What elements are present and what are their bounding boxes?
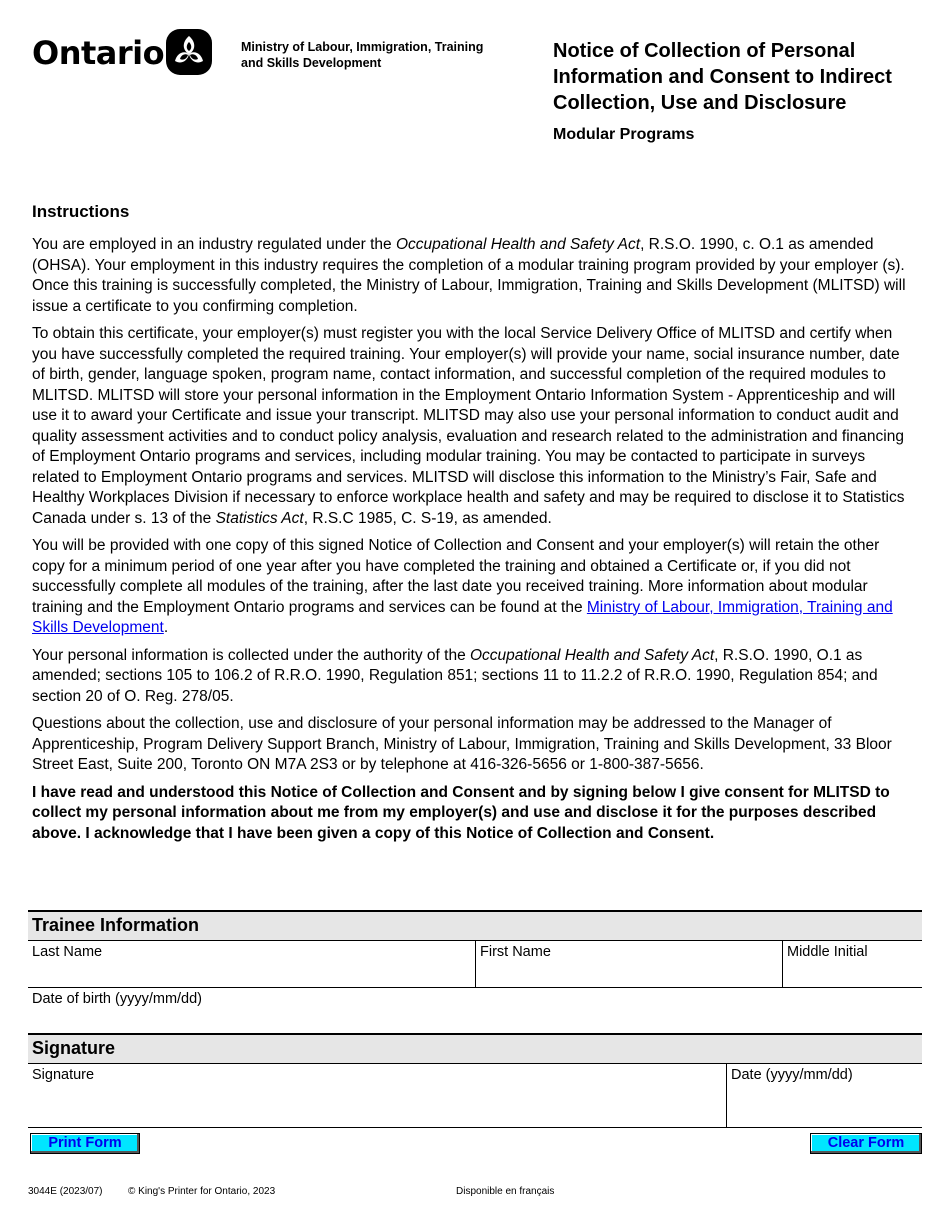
date-of-birth-cell — [28, 988, 922, 1031]
print-form-button[interactable]: Print Form — [30, 1133, 140, 1154]
trainee-information-section — [28, 910, 922, 1031]
instructions-paragraph-2: To obtain this certificate, your employer(s) must register you with the local Service Delivery Office of MLITSD and certify when you have successfully completed the required training. Your employer(s) will provide your name, social insurance number, date of birth, gender, language spoken, program name, contact information, and successful completion of the required modules to MLITSD. MLITSD will store your personal information in the Employment Ontario Information System - Apprenticeship and will use it to award your Certificate and issue your transcript. MLITSD may also use your personal information to conduct audit and quality assessment activities and to conduct policy analysis, evaluation and research related to the administration and financing of Employment Ontario programs and services, including modular training. You may be contacted to participate in surveys related to Employment Ontario programs and services. MLITSD will disclose this information to the Ministry’s Fair, Safe and Healthy Workplaces Division if necessary to enforce workplace health and safety and may be required to disclose it to Statistics Canada under s. 13 of the Statistics Act, R.S.C 1985, C. S-19, as amended. — [32, 325, 905, 527]
form-number: 3044E (2023/07) — [28, 1186, 103, 1197]
french-availability: Disponible en français — [456, 1186, 555, 1197]
instructions-paragraph-4: Your personal information is collected under the authority of the Occupational Health and Safety Act, R.S.O. 1990, O.1 as amended; sections 105 to 106.2 of R.R.O. 1990, Regulation 851; sections 11 to 11.2.2 of R.R.O. 1990, Regulation 854; and section 20 of O. Reg. 278/05. — [32, 646, 878, 705]
signature-cell — [28, 1064, 727, 1127]
signature-label: Signature — [32, 1067, 95, 1083]
ministry-link[interactable]: Ministry of Labour, Immigration, Training and Skills Development — [32, 598, 893, 636]
last-name-label: Last Name — [32, 944, 103, 960]
trainee-information-heading: Trainee Information — [28, 910, 922, 941]
instructions-paragraph-1: You are employed in an industry regulated under the Occupational Health and Safety Act, R.S.O. 1990, c. O.1 as amended (OHSA). Your employment in this industry requires the completion of a modular training program provided by your employer (s). Once this training is successfully completed, the Ministry of Labour, Immigration, Training and Skills Development (MLITSD) will issue a certificate to you confirming completion. — [32, 236, 906, 315]
middle-initial-label: Middle Initial — [787, 944, 868, 960]
middle-initial-cell — [783, 941, 922, 987]
page-subtitle: Modular Programs — [553, 126, 695, 143]
copyright: © King's Printer for Ontario, 2023 — [128, 1186, 276, 1197]
ontario-logo-text: Ontario — [32, 34, 165, 72]
clear-form-button[interactable]: Clear Form — [810, 1133, 922, 1154]
instructions-paragraph-5: Questions about the collection, use and disclosure of your personal information may be addressed to the Manager of Apprenticeship, Program Delivery Support Branch, Ministry of Labour, Immigration, Training and Skills Development, 33 Bloor Street East, Suite 200, Toronto ON M7A 2S3 or by telephone at 416-326-5656 or 1-800-387-5656. — [32, 715, 892, 773]
signature-date-label: Date (yyyy/mm/dd) — [731, 1067, 853, 1083]
signature-input[interactable] — [28, 1103, 726, 1127]
page-title: Notice of Collection of Personal Information and Consent to Indirect Collection, Use and Disclosure — [553, 40, 892, 114]
trillium-logo-icon — [165, 28, 213, 76]
middle-initial-input[interactable] — [783, 963, 922, 987]
instructions-heading: Instructions — [32, 202, 130, 221]
first-name-cell — [476, 941, 783, 987]
date-of-birth-label: Date of birth (yyyy/mm/dd) — [32, 991, 203, 1007]
last-name-cell — [28, 941, 476, 987]
signature-date-input[interactable] — [727, 1103, 922, 1127]
ministry-name: Ministry of Labour, Immigration, Training and Skills Development — [241, 40, 484, 70]
instructions-section — [32, 201, 912, 851]
first-name-label: First Name — [480, 944, 551, 960]
first-name-input[interactable] — [476, 963, 782, 987]
signature-heading: Signature — [28, 1033, 922, 1064]
consent-statement: I have read and understood this Notice of Collection and Consent and by signing below I give consent for MLITSD to collect my personal information about me from my employer(s) and use and disclose it for the purposes described above. I acknowledge that I have been given a copy of this Notice of Collection and Consent. — [32, 783, 890, 842]
last-name-input[interactable] — [28, 963, 475, 987]
signature-section — [28, 1033, 922, 1128]
signature-date-cell — [727, 1064, 922, 1127]
instructions-paragraph-3: You will be provided with one copy of this signed Notice of Collection and Consent and your employer(s) will retain the other copy for a minimum period of one year after you have completed the training and obtained a Certificate or, if you did not successfully complete all modules of the training, after the last date you received training. More information about modular training and the Employment Ontario programs and services can be found at the Ministry of Labour, Immigration, Training and Skills Development. — [32, 537, 893, 636]
date-of-birth-input[interactable] — [28, 1007, 922, 1031]
